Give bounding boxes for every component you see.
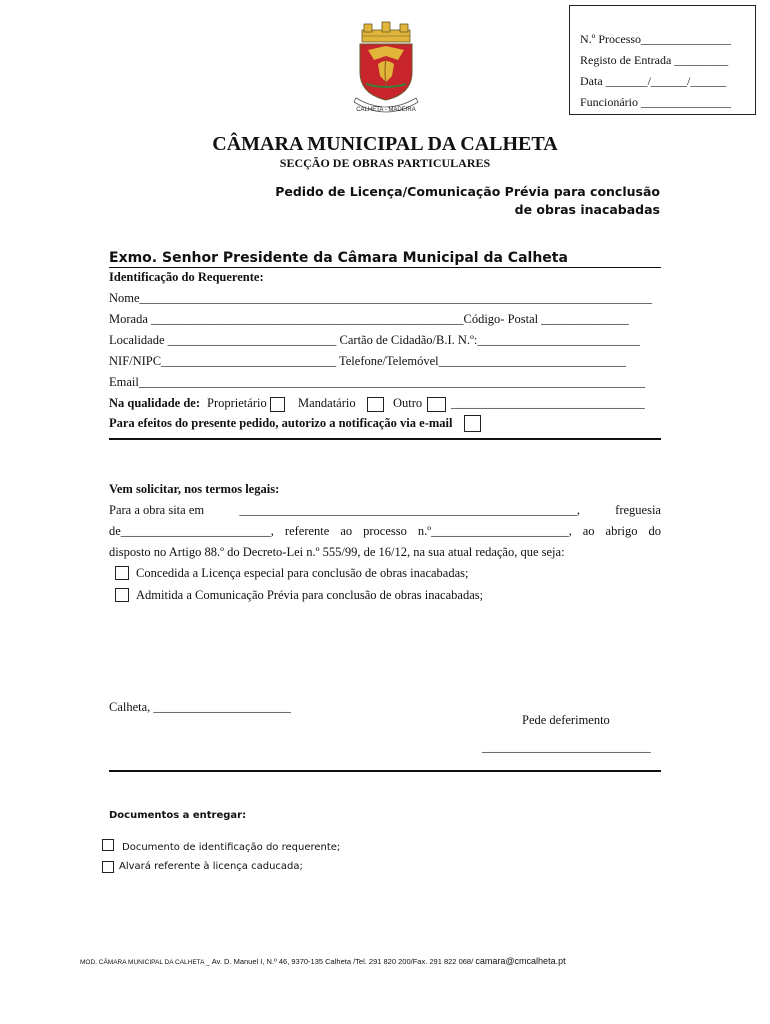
legal-basis-text: disposto no Artigo 88.º do Decreto-Lei n.º 555/99, de 16/12, na sua atual redação, que seja:: [109, 545, 565, 559]
request-word: abrigo: [605, 524, 638, 538]
comunicacao-previa-label: Admitida a Comunicação Prévia para conclusão de obras inacabadas;: [136, 588, 484, 602]
registo-entrada-field[interactable]: Registo de Entrada _________: [580, 53, 729, 67]
request-line-1: [109, 503, 661, 518]
alvara-label: Alvará referente à licença caducada;: [119, 861, 303, 872]
request-title-line1: Pedido de Licença/Comunicação Prévia para conclusão: [275, 184, 660, 199]
licenca-especial-label: Concedida a Licença especial para conclusão de obras inacabadas;: [136, 566, 469, 580]
comunicacao-previa-checkbox[interactable]: [115, 588, 129, 602]
footer-email[interactable]: camara@cmcalheta.pt: [475, 956, 566, 966]
documento-identificacao-checkbox[interactable]: [102, 839, 114, 851]
outro-checkbox[interactable]: [427, 397, 446, 412]
processo-field[interactable]: N.º Processo_______________: [580, 32, 732, 46]
alvara-checkbox[interactable]: [102, 861, 114, 873]
signature-divider: [109, 770, 661, 772]
footer: [80, 956, 566, 966]
outro-field[interactable]: _______________________________: [451, 396, 645, 410]
email-notification-checkbox[interactable]: [464, 415, 481, 432]
data-field[interactable]: Data _______/______/______: [580, 74, 727, 88]
localidade-cartao-field[interactable]: Localidade ___________________________ Cartão de Cidadão/B.I. N.º:__________________________: [109, 333, 640, 347]
obra-label: Para a obra sita em: [109, 503, 205, 517]
request-line-2: [109, 524, 661, 539]
qualidade-label: Na qualidade de:: [109, 396, 200, 410]
identification-divider: [109, 438, 661, 440]
outro-label: Outro: [393, 396, 423, 410]
request-title-line2: de obras inacabadas: [514, 202, 660, 217]
crest-motto: CALHETA - MADEIRA: [356, 107, 416, 113]
mandatario-label: Mandatário: [298, 396, 356, 410]
addressee-divider: [109, 267, 661, 268]
freguesia-field[interactable]: de________________________,: [109, 524, 274, 538]
processo-number-field[interactable]: n.º______________________,: [417, 524, 572, 538]
identification-heading: Identificação do Requerente:: [109, 270, 264, 284]
freguesia-label: freguesia: [615, 503, 661, 517]
calheta-date-field[interactable]: Calheta, ______________________: [109, 700, 291, 714]
signature-line[interactable]: ___________________________: [482, 740, 651, 754]
mandatario-checkbox[interactable]: [367, 397, 384, 412]
licenca-especial-checkbox[interactable]: [115, 566, 129, 580]
request-word: ao: [340, 524, 353, 538]
section-subtitle: SECÇÃO DE OBRAS PARTICULARES: [279, 156, 491, 170]
proprietario-label: Proprietário: [207, 396, 267, 410]
request-word: do: [648, 524, 661, 538]
email-notification-consent: Para efeitos do presente pedido, autorizo a notificação via e-mail: [109, 416, 453, 430]
request-word: ao: [582, 524, 595, 538]
documento-identificacao-label: Documento de identificação do requerente;: [122, 842, 341, 853]
pede-deferimento: Pede deferimento: [522, 713, 610, 727]
municipal-crest-icon: [346, 20, 426, 120]
documents-heading: Documentos a entregar:: [109, 810, 247, 821]
page-title: CÂMARA MUNICIPAL DA CALHETA: [212, 133, 558, 155]
mural-crown: [362, 22, 410, 42]
request-word: processo: [363, 524, 407, 538]
request-heading: Vem solicitar, nos termos legais:: [109, 482, 280, 496]
footer-prefix: MOD. CÂMARA MUNICIPAL DA CALHETA _: [80, 959, 210, 966]
email-field[interactable]: Email_________________________________________________________________________________: [109, 375, 646, 389]
nome-field[interactable]: Nome__________________________________________________________________________________: [109, 291, 653, 305]
funcionario-field[interactable]: Funcionário _______________: [580, 95, 731, 109]
footer-address: Av. D. Manuel I, N.º 46, 9370-135 Calheta /Tel. 291 820 200/Fax. 291 822 068/: [211, 957, 474, 966]
nif-telefone-field[interactable]: NIF/NIPC____________________________ Telefone/Telemóvel______________________________: [109, 354, 627, 368]
proprietario-checkbox[interactable]: [270, 397, 285, 412]
obra-address-field[interactable]: ______________________________________________________,: [239, 503, 580, 517]
request-word: referente: [284, 524, 330, 538]
addressee: Exmo. Senhor Presidente da Câmara Municipal da Calheta: [109, 250, 568, 266]
morada-field[interactable]: Morada __________________________________________________Código- Postal ______________: [109, 312, 629, 326]
